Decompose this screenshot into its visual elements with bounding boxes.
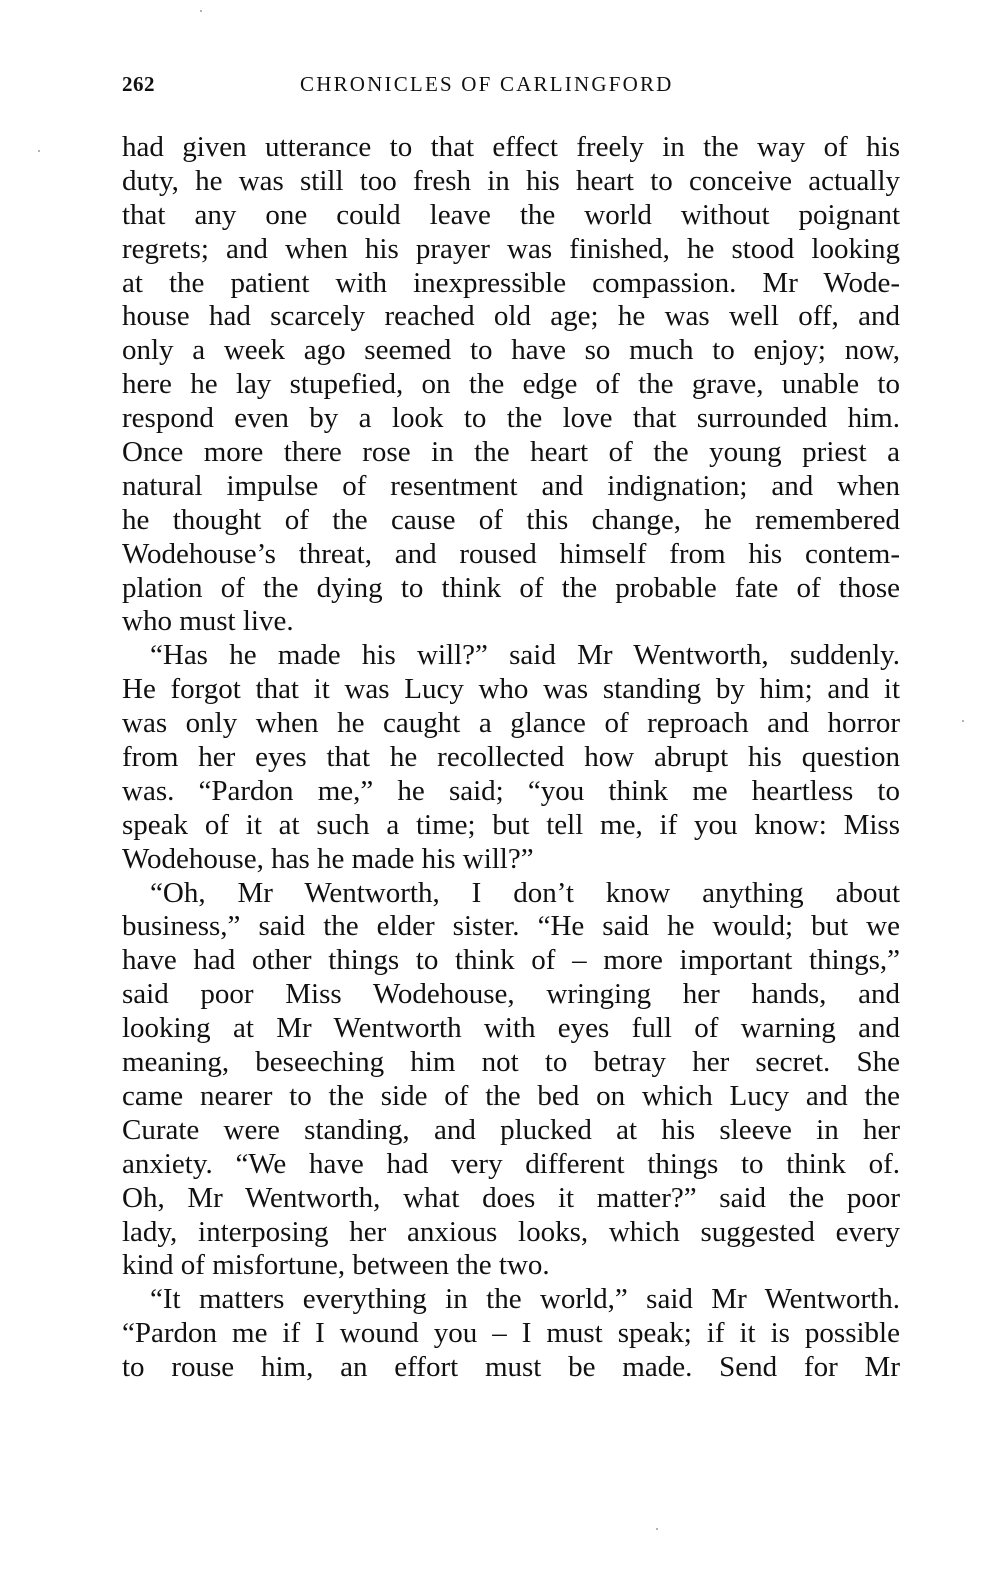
text-line: duty, he was still too fresh in his heart to conceive actually — [122, 164, 900, 197]
text-line: was. “Pardon me,” he said; “you think me heartless to — [122, 774, 900, 807]
text-line: respond even by a look to the love that surrounded him. — [122, 402, 900, 435]
text-line: looking at Mr Wentworth with eyes full of warning and — [122, 1012, 900, 1045]
text-line: from her eyes that he recollected how abrupt his question — [122, 741, 900, 774]
page-number: 262 — [122, 72, 155, 96]
text-line: only a week ago seemed to have so much to enjoy; now, — [122, 334, 900, 367]
text-line: meaning, beseeching him not to betray her secret. She — [122, 1046, 900, 1079]
text-line: to rouse him, an effort must be made. Send for Mr — [122, 1351, 900, 1384]
text-line: He forgot that it was Lucy who was standing by him; and it — [122, 673, 900, 706]
text-line: Curate were standing, and plucked at his sleeve in her — [122, 1113, 900, 1146]
text-line: house had scarcely reached old age; he was well off, and — [122, 300, 900, 333]
text-line: “Pardon me if I wound you – I must speak; if it is possible — [122, 1317, 900, 1350]
scan-speck — [656, 1528, 658, 1530]
body-text — [122, 131, 900, 1385]
text-line: came nearer to the side of the bed on which Lucy and the — [122, 1079, 900, 1112]
text-line: business,” said the elder sister. “He said he would; but we — [122, 910, 900, 943]
text-line: was only when he caught a glance of reproach and horror — [122, 707, 900, 740]
running-title: CHRONICLES OF CARLINGFORD — [300, 72, 674, 96]
text-line: here he lay stupefied, on the edge of the grave, unable to — [122, 368, 900, 401]
text-line: he thought of the cause of this change, he remembered — [122, 503, 900, 536]
text-line: Once more there rose in the heart of the young priest a — [122, 436, 900, 469]
text-line: natural impulse of resentment and indignation; and when — [122, 469, 900, 502]
scan-speck — [962, 720, 964, 722]
scan-speck — [38, 150, 40, 152]
text-line: Wodehouse’s threat, and roused himself from his contem- — [122, 537, 900, 570]
text-line: plation of the dying to think of the probable fate of those — [122, 571, 900, 604]
text-line: who must live. — [122, 605, 294, 638]
scan-speck — [200, 10, 202, 12]
text-line: said poor Miss Wodehouse, wringing her hands, and — [122, 978, 900, 1011]
text-line: had given utterance to that effect freely in the way of his — [122, 131, 900, 163]
text-line: speak of it at such a time; but tell me, if you know: Miss — [122, 808, 900, 841]
text-line: “It matters everything in the world,” said Mr Wentworth. — [150, 1283, 900, 1316]
text-line: Oh, Mr Wentworth, what does it matter?” said the poor — [122, 1181, 900, 1214]
text-line: at the patient with inexpressible compassion. Mr Wode- — [122, 266, 900, 299]
text-line: anxiety. “We have had very different things to think of. — [122, 1147, 900, 1180]
text-line: have had other things to think of – more important things,” — [122, 944, 900, 977]
text-line: kind of misfortune, between the two. — [122, 1249, 550, 1282]
text-line: lady, interposing her anxious looks, which suggested every — [122, 1215, 900, 1248]
text-line: Wodehouse, has he made his will?” — [122, 842, 534, 875]
text-line: “Oh, Mr Wentworth, I don’t know anything about — [150, 876, 900, 909]
text-line: that any one could leave the world without poignant — [122, 198, 900, 231]
running-head — [122, 72, 900, 104]
text-line: “Has he made his will?” said Mr Wentworth, suddenly. — [150, 639, 900, 672]
text-line: regrets; and when his prayer was finished, he stood looking — [122, 232, 900, 265]
